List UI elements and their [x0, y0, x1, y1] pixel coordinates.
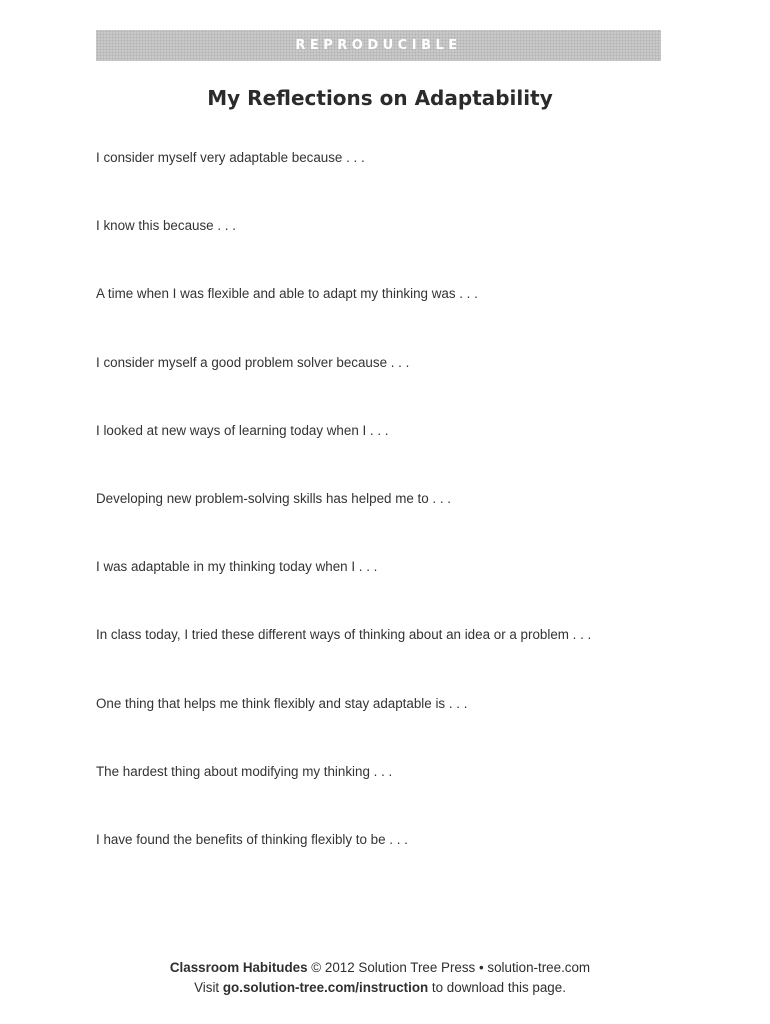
- reflection-prompt: I consider myself very adaptable because . . .: [96, 150, 365, 165]
- footer-visit-prefix: Visit: [194, 980, 223, 995]
- banner-label: REPRODUCIBLE: [295, 38, 462, 53]
- reflection-prompt: A time when I was flexible and able to adapt my thinking was . . .: [96, 286, 478, 302]
- footer-copyright: © 2012 Solution Tree Press • solution-tree.com: [311, 960, 591, 975]
- footer-visit-line: [0, 978, 760, 998]
- reflection-prompt: I looked at new ways of learning today when I . . .: [96, 422, 389, 438]
- reflection-prompt: Developing new problem-solving skills has helped me to . . .: [96, 490, 452, 506]
- page-footer: [0, 958, 760, 998]
- reflection-prompt: I know this because . . .: [96, 218, 236, 234]
- page-title: My Reflections on Adaptability: [207, 86, 553, 110]
- reflection-prompt: In class today, I tried these different ways of thinking about an idea or a problem . . .: [96, 627, 592, 643]
- reflection-prompt: The hardest thing about modifying my thinking . . .: [96, 763, 393, 779]
- reflection-prompt-list: [96, 148, 696, 898]
- footer-copyright-line: [0, 958, 760, 978]
- reproducible-banner: [96, 30, 661, 61]
- footer-download-link[interactable]: go.solution-tree.com/instruction: [222, 980, 429, 995]
- reflection-prompt: I was adaptable in my thinking today when I . . .: [96, 559, 378, 575]
- footer-book-title: Classroom Habitudes: [169, 960, 308, 975]
- reflection-prompt: One thing that helps me think flexibly and stay adaptable is . . .: [96, 695, 468, 711]
- reflection-prompt: I consider myself a good problem solver because . . .: [96, 354, 410, 370]
- reflection-prompt: I have found the benefits of thinking flexibly to be . . .: [96, 831, 408, 847]
- footer-visit-suffix: to download this page.: [428, 980, 566, 995]
